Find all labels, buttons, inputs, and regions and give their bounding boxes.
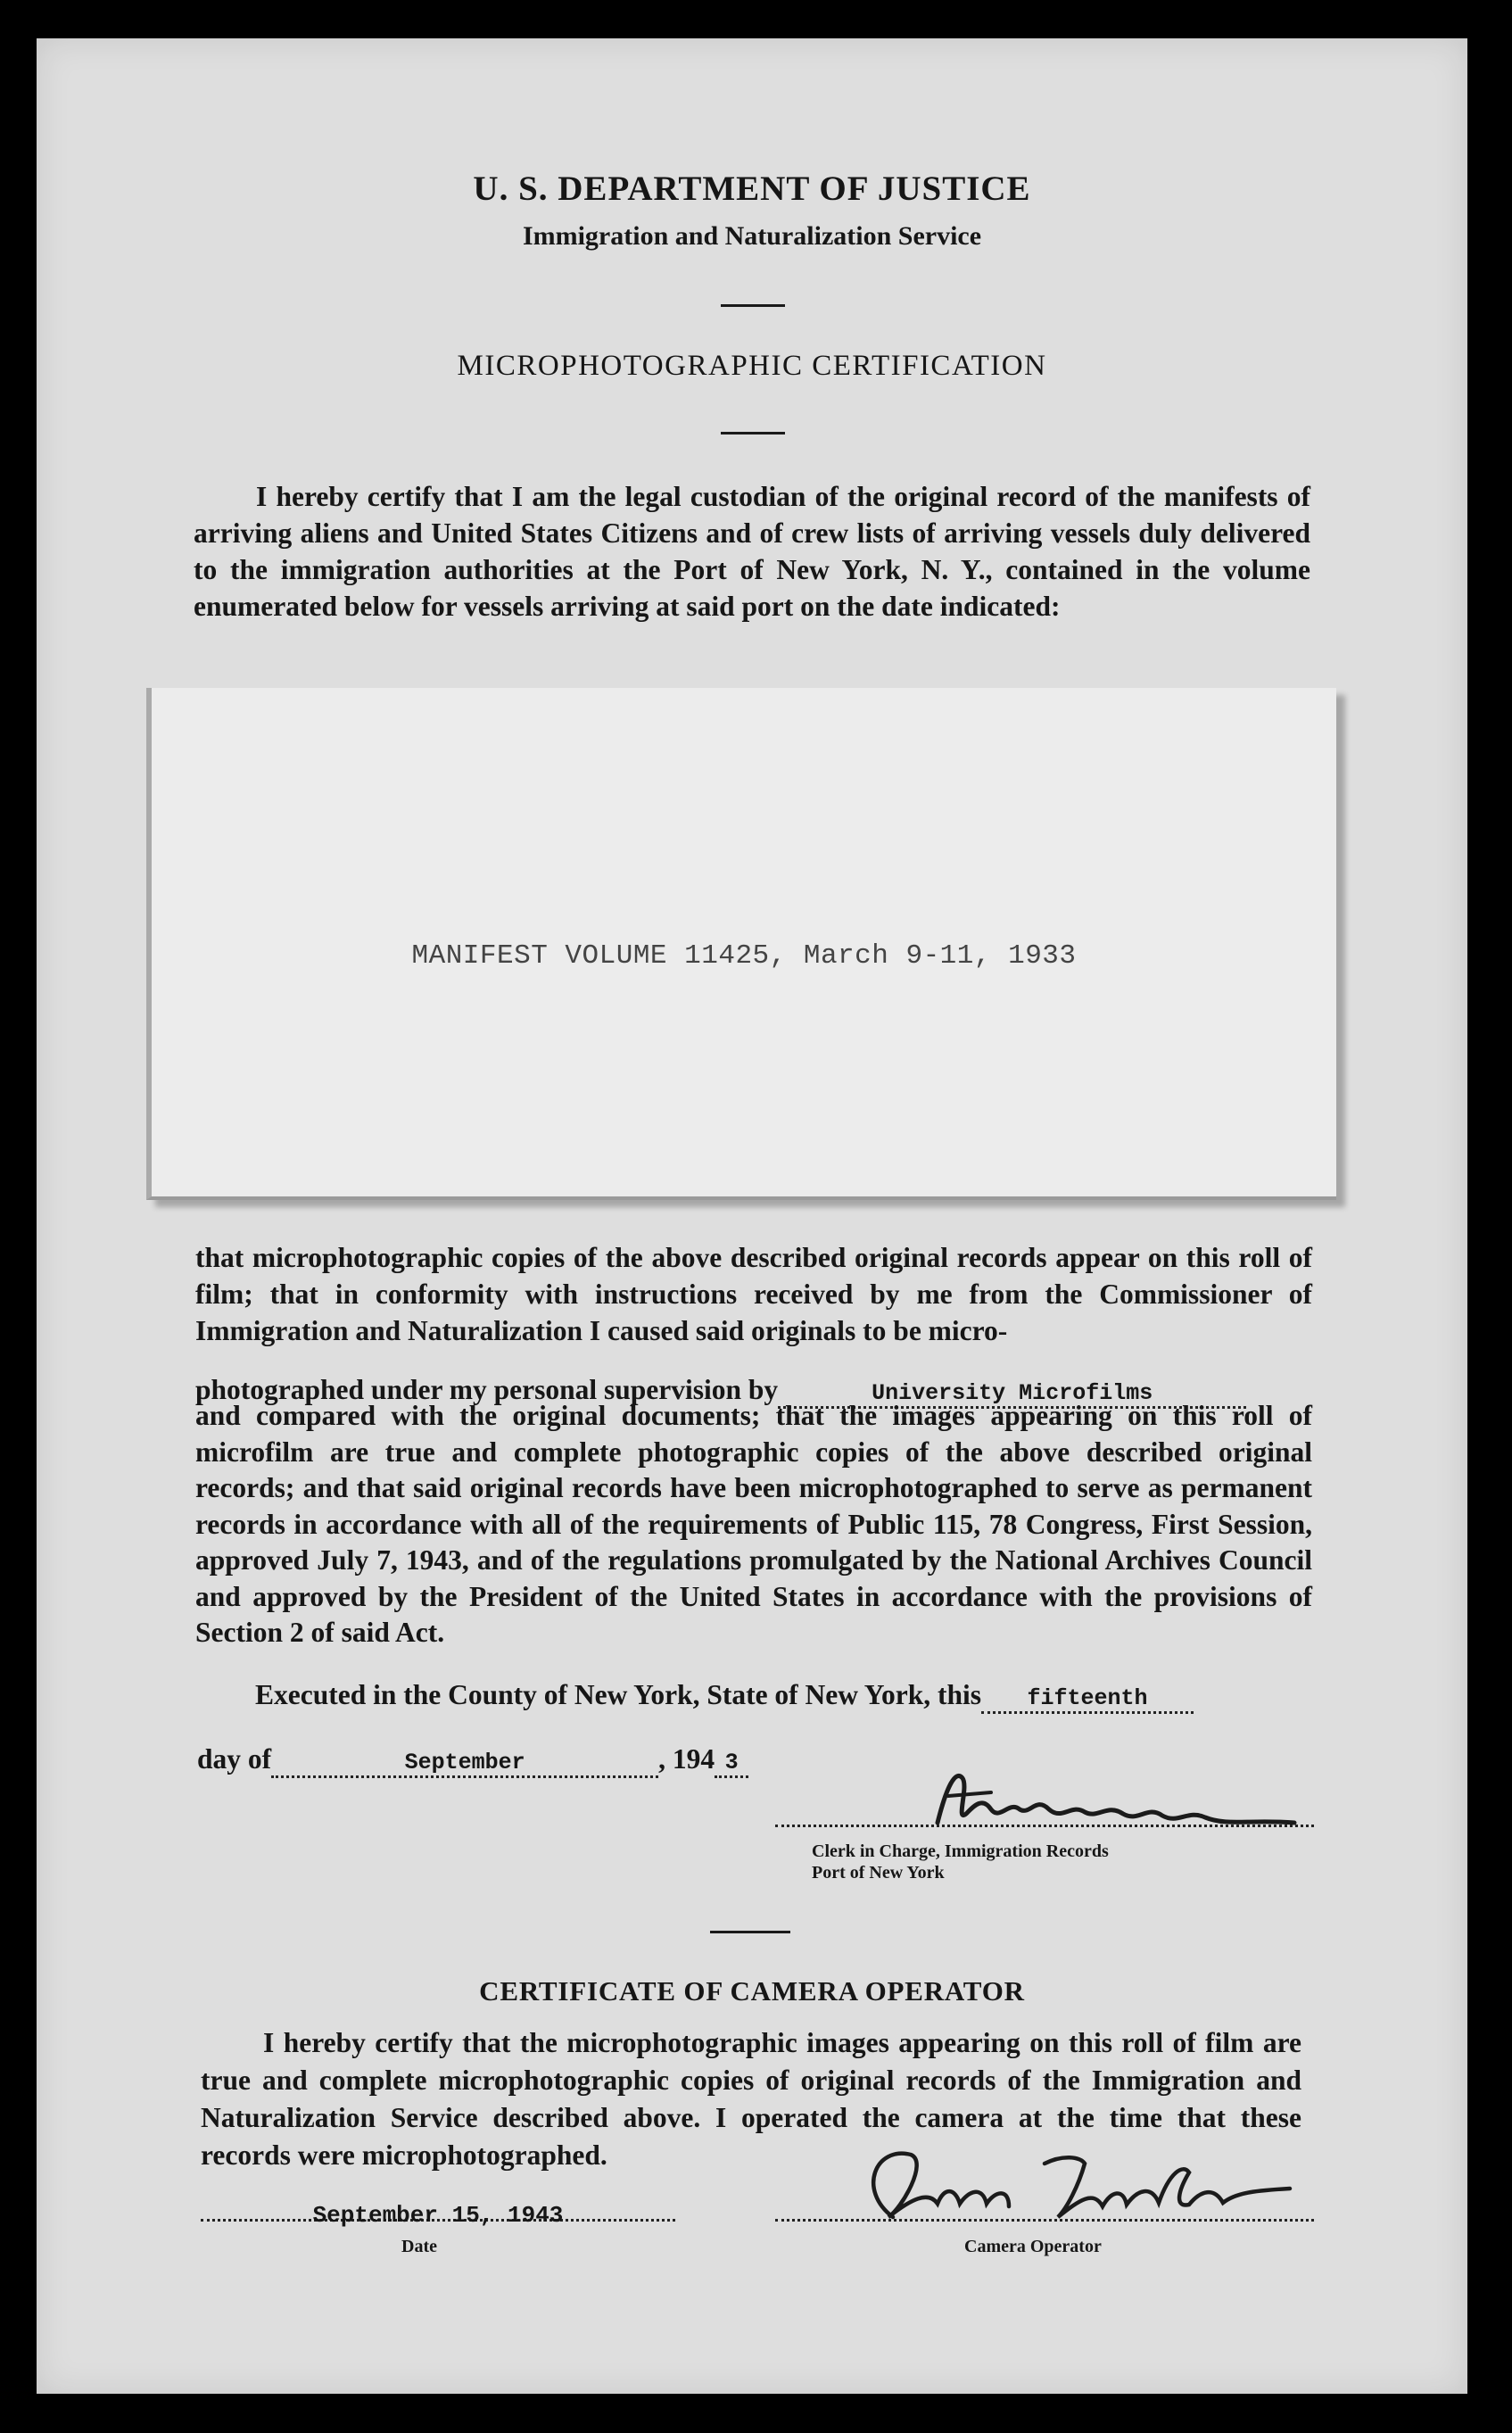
divider-top [721, 304, 785, 307]
year-prefix: , 194 [658, 1743, 715, 1775]
camera-paragraph: I hereby certify that the microphotographic images appearing on this roll of film are true and complete microphotographic copies of original records of the Immigration and Naturalization Service described above. I operated the camera at the time that these records were microphotographed. [201, 2027, 1301, 2171]
month-field [271, 1743, 658, 1778]
day-field [981, 1679, 1194, 1714]
body-paragraph-a: that microphotographic copies of the above described original records appear on this roll of film; that in conformity with instructions received by me from the Commissioner of Immigration and Naturalization I caused said originals to be micro- [195, 1242, 1312, 1346]
year-field [715, 1743, 748, 1778]
body-paragraph-b: and compared with the original documents; that the images appearing on this roll of microfilm are true and complete photographic copies of the above described original records; and that said original records have been microphotographed to serve as permanent records in accordance with all of the requirements of Public 115, 78 Congress, First Session, approved July 7, 1943, and of the regulations promulgated by the National Archives Council and approved by the President of the United States in accordance with the provisions of Section 2 of said Act. [195, 1400, 1312, 1648]
day-value: fifteenth [1027, 1685, 1148, 1711]
service-subheading: Immigration and Naturalization Service [522, 221, 982, 251]
clerk-title [812, 1841, 1109, 1883]
executed-prefix: Executed in the County of New York, State of New York, this [255, 1679, 982, 1710]
manifest-card [146, 688, 1336, 1200]
camera-operator-label: Camera Operator [964, 2237, 1102, 2256]
date-line [197, 1743, 748, 1778]
day-of-label: day of [197, 1743, 272, 1775]
clerk-title-line-1: Clerk in Charge, Immigration Records [812, 1841, 1109, 1861]
supervision-value: University Microfilms [872, 1380, 1153, 1406]
year-suffix: 3 [724, 1750, 739, 1775]
supervision-prefix: photographed under my personal supervision by [195, 1374, 779, 1405]
camera-certificate-title: CERTIFICATE OF CAMERA OPERATOR [479, 1975, 1025, 2007]
clerk-title-line-2: Port of New York [812, 1863, 945, 1883]
intro-paragraph: I hereby certify that I am the legal custodian of the original record of the manifests of arriving aliens and United States Citizens and of crew lists of arriving vessels duly delivered to the immigration authorities at the Port of New York, N. Y., contained in the volume enumerated below for vessels arriving at said port on the date indicated: [194, 481, 1310, 622]
executed-line [255, 1679, 1194, 1714]
camera-date-value: September 15, 1943 [312, 2202, 564, 2229]
month-value: September [404, 1750, 525, 1775]
manifest-volume-text: MANIFEST VOLUME 11425, March 9-11, 1933 [411, 940, 1077, 972]
divider-bottom [710, 1931, 790, 1933]
department-heading: U. S. DEPARTMENT OF JUSTICE [473, 170, 1031, 208]
divider-middle [721, 432, 785, 434]
operator-signature [839, 2137, 1303, 2235]
certification-page [37, 38, 1467, 2394]
date-label: Date [401, 2237, 437, 2256]
clerk-signature [920, 1760, 1312, 1841]
certification-title: MICROPHOTOGRAPHIC CERTIFICATION [457, 350, 1047, 382]
